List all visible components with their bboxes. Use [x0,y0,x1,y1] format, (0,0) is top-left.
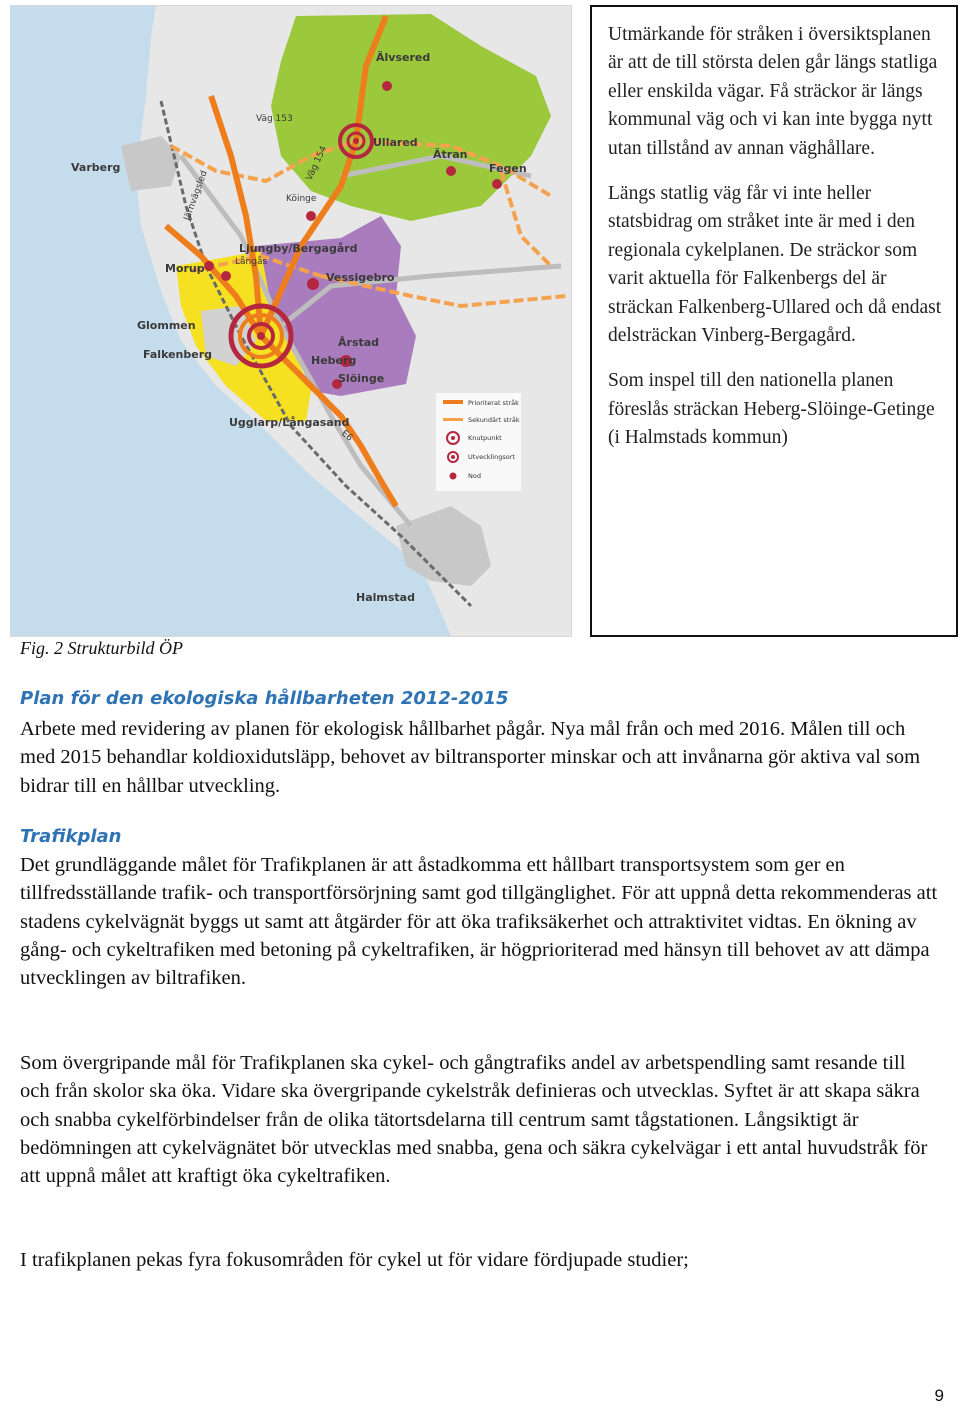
place-koinge: Köinge [286,194,317,204]
trafikplan-paragraph-2: Som övergripande mål för Trafikplanen ska cykel- och gångtrafiks andel av arbetspendling samt resande till och från skolor ska öka. Vidare ska övergripande cykelstråk definieras och utvecklas. Syftet är att skapa säkra och snabba cykelförbindelser från de olika tätortsdelarna till centrum samt tågstationen. Långsiktigt är bedömningen att cykelvägnätet bör utvecklas med snabba, gena och säkra cykelvägar i ett antal huvudstråk för att uppnå målet att kraftigt öka cykeltrafiken. [20,1052,928,1188]
place-glommen: Glommen [137,319,196,332]
side-paragraph-3: Som inspel till den nationella planen föreslås sträckan Heberg-Slöinge-Getinge (i Halmstads kommun) [608,370,935,449]
place-atran: Ätran [433,148,468,161]
place-vag153: Väg 153 [256,114,293,124]
place-vag154: Väg 154 [304,144,330,183]
page-number: 9 [934,1386,944,1405]
section-heading-trafikplan: Trafikplan [20,826,122,847]
place-heberg: Heberg [311,354,357,367]
trafikplan-paragraph-1: Det grundläggande målet för Trafikplanen är att åstadkomma ett hållbart transportsystem som ger en tillfredsställande trafik- och transportförsörjning samt god tillgänglighet. För att uppnå detta rekommenderas att stadens cykelvägnät byggs ut samt att åtgärder för att öka trafiksäkerhet och attraktivitet vidtas. En ökning av gång- och cykeltrafiken med betoning på cykeltrafiken, är högprioriterad med hänsyn till behovet av att dämpa utvecklingen av biltrafiken. [20,854,938,990]
map-legend [436,393,521,491]
place-sloinge: Slöinge [338,372,385,385]
place-jarnvagsled: Järnvägsled [182,169,210,223]
place-morup: Morup [165,262,205,275]
side-paragraph-2: Längs statlig väg får vi inte heller statsbidrag om stråket inte är med i den regionala cykelplanen. De sträckor som varit aktuella för Falkenbergs del är sträckan Falkenberg-Ullared och då endast delsträckan Vinberg-Bergagård. [608,183,942,347]
section-body-ecology: Arbete med revidering av planen för ekologisk hållbarhet pågår. Nya mål från och med 2016. Målen till och med 2015 behandlar koldioxidutsläpp, behovet av biltransporter minskar och att invånarna gör aktiva val som bidrar till en hållbar utveckling. [20,718,921,797]
legend-nod: Nod [468,472,481,480]
structure-map [10,5,572,637]
place-varberg: Varberg [71,161,121,174]
place-fegen: Fegen [489,162,527,175]
place-e6: E6 [339,428,355,444]
legend-knutpunkt: Knutpunkt [468,434,502,442]
place-vessigebro: Vessigebro [326,271,395,284]
place-ullared: Ullared [373,136,418,149]
place-halmstad: Halmstad [356,591,415,604]
place-ljungby: Ljungby/Bergagård [239,242,358,255]
side-text-box [590,5,958,637]
place-ugglarp: Ugglarp/Långasand [229,416,350,429]
side-paragraph-1: Utmärkande för stråken i översiktsplanen är att de till största delen går längs statliga eller enskilda vägar. Få sträckor är längs kommunal väg och vi kan inte bygga nytt utan tillstånd av annan väghållare. [608,24,938,159]
place-falkenberg: Falkenberg [143,348,213,361]
section-heading-ecology: Plan för den ekologiska hållbarheten 2012-2015 [20,688,509,709]
place-langas: Långås [235,257,268,267]
place-arstad: Årstad [338,336,380,349]
trafikplan-paragraph-3: I trafikplanen pekas fyra fokusområden för cykel ut för vidare fördjupade studier; [20,1249,689,1271]
place-alvsered: Älvsered [376,51,431,64]
figure-caption: Fig. 2 Strukturbild ÖP [20,638,183,658]
legend-utvecklingsort: Utvecklingsort [468,453,515,461]
legend-prioriterat: Prioriterat stråk [468,399,519,407]
legend-sekundart: Sekundärt stråk [468,416,520,424]
